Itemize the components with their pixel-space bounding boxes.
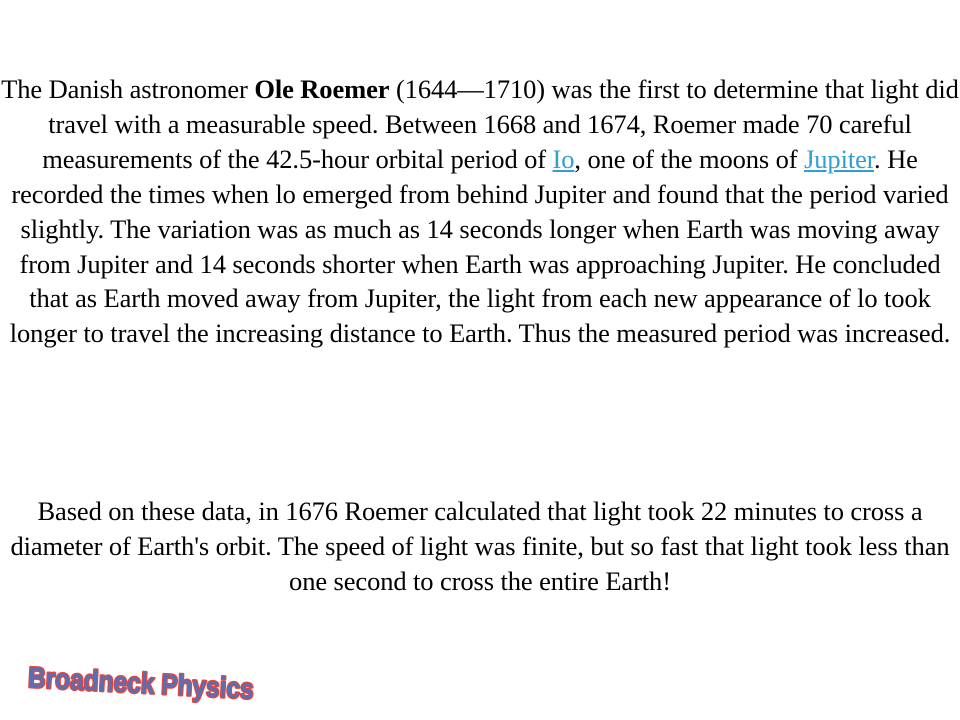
io-link[interactable]: Io xyxy=(552,143,575,174)
paragraph-text: (1644—1710) was the first to determine that light did travel with a measurable speed. Between 1668 and 1674, Roemer made 70 careful measurements of the 42.5-hour orbital period of xyxy=(42,74,959,174)
broadneck-physics-logo xyxy=(24,660,297,709)
paragraph-roemer-history xyxy=(0,72,960,351)
paragraph-text: . He recorded the times when lo emerged from behind Jupiter and found that the period varied slightly. The variation was as much as 14 seconds longer when Earth was moving away from Jupiter and 14 seconds shorter when Earth was approaching Jupiter. He concluded that as Earth moved away from Jupiter, the light from each new appearance of lo took longer to travel the increasing distance to Earth. Thus the measured period was increased. xyxy=(9,143,951,349)
paragraph-roemer-calculation xyxy=(0,494,960,599)
paragraph-text: Based on these data, in 1676 Roemer calculated that light took 22 minutes to cross a diameter of Earth's orbit. The speed of light was finite, but so fast that light took less than one second to cross the entire Earth! xyxy=(10,496,950,596)
logo-text: Broadneck Physics xyxy=(27,662,297,709)
paragraph-text: , one of the moons of xyxy=(574,143,805,174)
astronomer-name: Ole Roemer xyxy=(254,74,390,104)
jupiter-link[interactable]: Jupiter xyxy=(804,143,875,174)
paragraph-text: The Danish astronomer xyxy=(1,74,255,104)
